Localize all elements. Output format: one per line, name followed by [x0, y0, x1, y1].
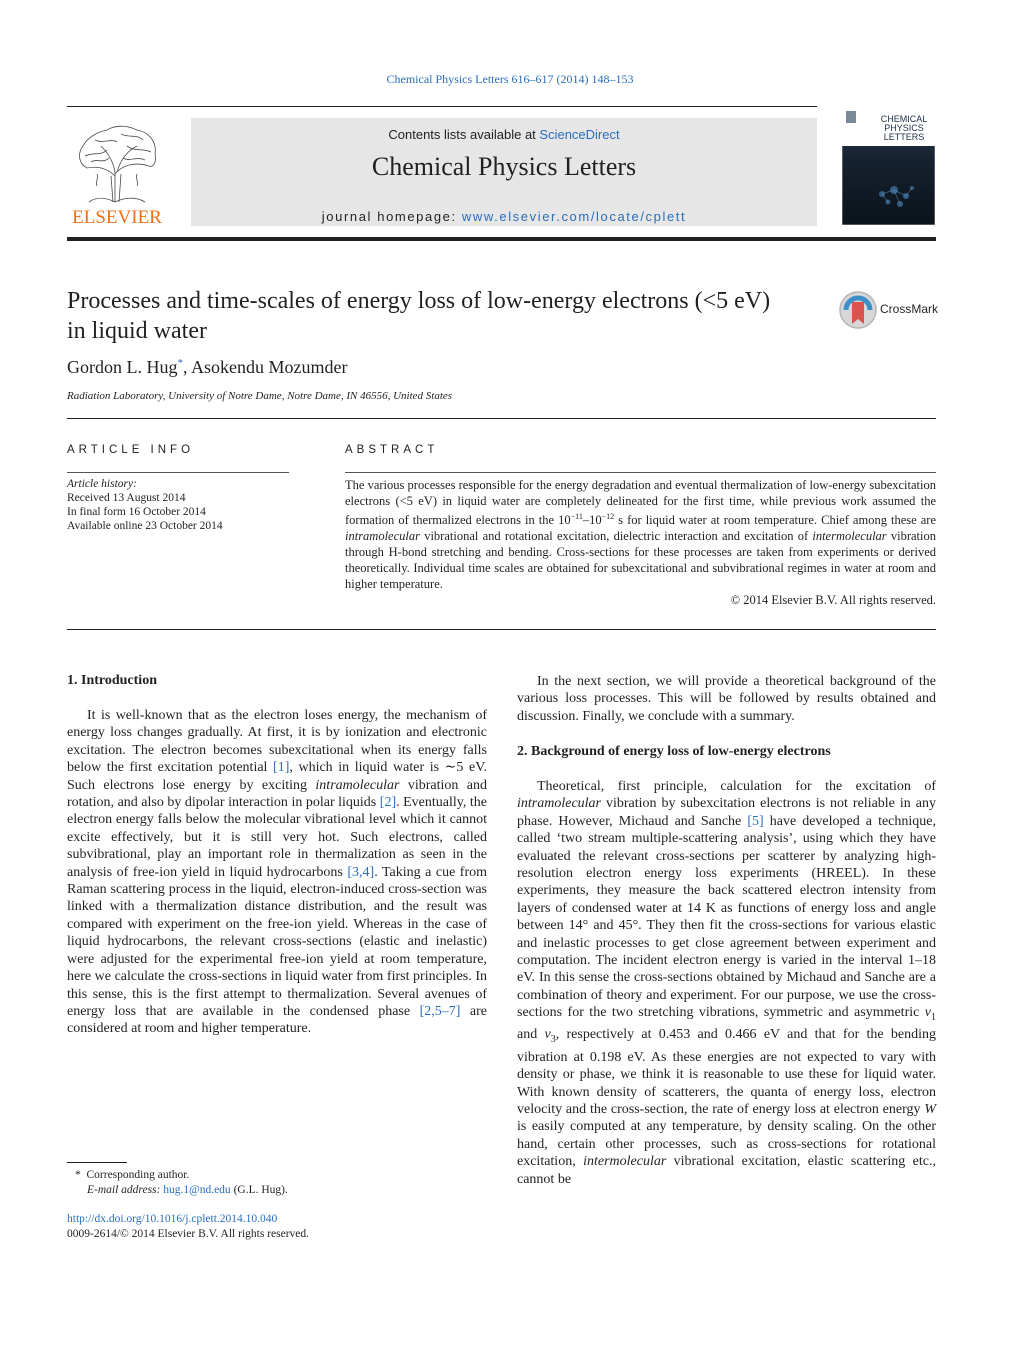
journal-banner	[191, 118, 817, 226]
background-text: Theoretical, first principle, calculation for the excitation of	[537, 779, 936, 794]
abstract-part: –10	[582, 513, 602, 528]
abstract-part: The various processes responsible for the energy degradation and eventual thermalization of low-energy subexcitation electrons (<5 eV) in liquid water are completely delineated for the first time, while previous work assumed the formation of thermalized electrons in the 10	[345, 478, 936, 528]
journal-cover[interactable]	[842, 108, 935, 225]
abstract-exponent: −12	[601, 512, 615, 521]
background-text: have developed a technique, called ‘two stream multiple-scattering analysis’, using which they have evaluated the relevant cross-sections per scatterer by analyzing high-resolution electron energy loss experiments (HREEL). In these experiments, they measure the back scattered electron intensity from layers of condensed water at 14 K as functions of energy loss and angle between 14° and 45°. They then fit the cross-sections for various elastic and inelastic processes to get close agreement between experiment and computation. The incident electron energy is varied in the interval 1–18 eV. In this sense the cross-sections obtained by Michaud and Sanche are a combination of theory and experiment. For our purpose, we use the cross-sections for the two stretching vibrations, symmetric and asymmetric	[517, 813, 937, 1021]
abstract-copyright: © 2014 Elsevier B.V. All rights reserved.	[730, 593, 936, 608]
ref-link[interactable]: [1]	[273, 760, 290, 776]
background-paragraph	[517, 778, 936, 1188]
abstract-heading: ABSTRACT	[345, 444, 439, 456]
doi-link[interactable]: http://dx.doi.org/10.1016/j.cplett.2014.10.040	[67, 1213, 278, 1225]
intro-text: . Eventually, the electron energy falls below the molecular vibrational level which it cannot excite effectively, but it is still very hot. Such electrons, called subvibrational, play an important role in thermalization as seen in the analysis of free-ion yield in liquid hydrocarbons	[67, 795, 487, 880]
article-history	[67, 477, 223, 533]
corresponding-author-mark[interactable]: *	[177, 357, 183, 369]
email-label: E-mail address:	[87, 1183, 161, 1196]
author-1: Gordon L. Hug	[67, 357, 178, 377]
footnote-mark: *	[75, 1169, 81, 1181]
section-1-heading: 1. Introduction	[67, 673, 157, 688]
abstract-rule	[345, 472, 936, 473]
background-text: vibration by subexcitation electrons is not reliable in any phase. However, Michaud and Sanche	[517, 796, 936, 829]
history-label: Article history:	[67, 478, 137, 490]
background-emphasis: intramolecular	[517, 796, 601, 812]
crossmark-badge[interactable]	[838, 290, 938, 330]
issn-line: 0009-2614/© 2014 Elsevier B.V. All rights reserved.	[67, 1227, 310, 1240]
email-link[interactable]: hug.1@nd.edu	[163, 1183, 231, 1196]
author-2: Asokendu Mozumder	[191, 357, 348, 377]
footnote-corresponding: Corresponding author.	[86, 1169, 190, 1181]
contents-prefix: Contents lists available at	[388, 127, 540, 142]
elsevier-logo	[67, 116, 167, 228]
intro-paragraph	[67, 707, 487, 1038]
journal-citation[interactable]: Chemical Physics Letters 616–617 (2014) 148–153	[386, 72, 634, 86]
background-emphasis: intermolecular	[583, 1154, 667, 1170]
ref-link[interactable]: [3,4]	[347, 864, 375, 880]
ref-link[interactable]: [2]	[379, 795, 397, 811]
crossmark-icon	[838, 290, 878, 330]
ref-link[interactable]: [2,5–7]	[419, 1003, 461, 1019]
intro-text: It is well-known that as the electron loses energy, the mechanism of energy loss changes gradually. At first, it is by ionization and electronic excitation. The electron becomes subexcitational when its energy falls below the first excitation potential	[67, 708, 487, 776]
sciencedirect-link[interactable]: ScienceDirect	[539, 127, 620, 142]
final-form-date: In final form 16 October 2014	[67, 506, 206, 518]
page-footer	[67, 1212, 309, 1241]
contents-line	[191, 127, 817, 142]
intro-emphasis: intramolecular	[315, 777, 400, 793]
nu-symbol: ν	[544, 1027, 551, 1043]
abstract-part: vibration through H-bond stretching and bending. Cross-sections for these processes are taken from experiments or derived theoretically. Individual time scales are obtained for subexcitational and subvibrational regimes in water at room and higher temperature.	[345, 529, 937, 592]
ref-link[interactable]: [5]	[747, 813, 764, 829]
email-owner: (G.L. Hug).	[230, 1183, 288, 1196]
transition-paragraph: In the next section, we will provide a theoretical background of the various loss processes. This will be followed by results obtained and discussion. Finally, we conclude with a summary.	[517, 674, 936, 724]
intro-text: , which in liquid water is ∼5 eV. Such electrons lose energy by exciting	[67, 760, 487, 793]
header-rule	[67, 106, 817, 107]
intro-text: . Taking a cue from Raman scattering process in the liquid, electron-induced cross-section was linked with a thermalization distance distribution, and the result was compared with experiment on the free-ion yield. Whereas in the case of liquid hydrocarbons, the relevant cross-sections (elastic and inelastic) were adjusted for the experimental free-ion yield at room temperature, here we calculate the cross-sections in liquid water from first principles. In this sense, this is the first attempt to thermalization. Several avenues of energy loss that are available in the condensed phase	[67, 864, 488, 1019]
article-info-rule	[67, 472, 289, 473]
right-column-intro	[517, 673, 936, 725]
title-rule	[67, 418, 936, 419]
cover-line-3: LETTERS	[883, 132, 925, 142]
footnote-line-1	[67, 1168, 288, 1183]
nu-subscript: 3	[550, 1034, 556, 1046]
intro-text: vibration and rotation, and also by dipolar interaction in polar liquids	[67, 777, 487, 811]
footnote-rule	[67, 1162, 127, 1163]
online-date: Available online 23 October 2014	[67, 520, 223, 532]
background-text: is easily computed at any temperature, by density scaling. On the other hand, certain other processes, such as cross-sections for rotational excitation,	[517, 1119, 936, 1170]
abstract-emphasis: intramolecular	[345, 529, 420, 544]
homepage-label: journal homepage:	[321, 209, 462, 224]
footnote	[67, 1168, 288, 1197]
cover-line-2: PHYSICS	[884, 123, 924, 133]
section-1-body	[67, 707, 487, 1038]
author-separator: ,	[183, 357, 192, 377]
nu-symbol: ν	[924, 1005, 931, 1021]
background-text: and	[517, 1027, 545, 1043]
energy-symbol: W	[924, 1101, 936, 1117]
abstract-body	[345, 477, 936, 592]
crossmark-label: CrossMark	[880, 302, 939, 316]
homepage-link[interactable]: www.elsevier.com/locate/cplett	[461, 209, 687, 224]
affiliation: Radiation Laboratory, University of Notre Dame, Notre Dame, IN 46556, United States	[67, 390, 453, 402]
author-list	[67, 357, 348, 378]
section-2-heading: 2. Background of energy loss of low-energy electrons	[517, 744, 831, 759]
background-text: , respectively at 0.453 and 0.466 eV and that for the bending vibration at 0.198 eV. As these energies are not expected to vary with density or phase, we think it is reasonable to use these for liquid water. With known density of scatterers, the quanta of energy loss, electron velocity and the cross-section, the rate of energy loss at electron energy	[517, 1027, 937, 1117]
journal-homepage	[191, 209, 817, 224]
abstract-emphasis: intermolecular	[812, 529, 887, 544]
article-title: Processes and time-scales of energy loss of low-energy electrons (<5 eV) in liquid water	[67, 288, 771, 344]
abstract-bottom-rule	[67, 629, 936, 630]
abstract-part: s for liquid water at room temperature. Chief among these are	[614, 513, 936, 528]
abstract-exponent: −11	[570, 512, 583, 521]
section-2-body	[517, 778, 936, 1188]
abstract-text	[345, 477, 936, 608]
article-info-heading: ARTICLE INFO	[67, 444, 195, 456]
nu-subscript: 1	[931, 1012, 936, 1024]
elsevier-wordmark: ELSEVIER	[72, 207, 162, 228]
header-rule-bold	[67, 237, 936, 241]
abstract-part: vibrational and rotational excitation, dielectric interaction and excitation of	[420, 529, 813, 544]
footnote-line-2	[67, 1183, 288, 1198]
cover-line-1: CHEMICAL	[880, 114, 928, 124]
background-text: vibrational excitation, elastic scattering etc., cannot be	[517, 1154, 936, 1187]
received-date: Received 13 August 2014	[67, 492, 186, 504]
journal-title[interactable]: Chemical Physics Letters	[371, 152, 637, 181]
intro-text: are considered at room and higher temperature.	[67, 1003, 487, 1037]
